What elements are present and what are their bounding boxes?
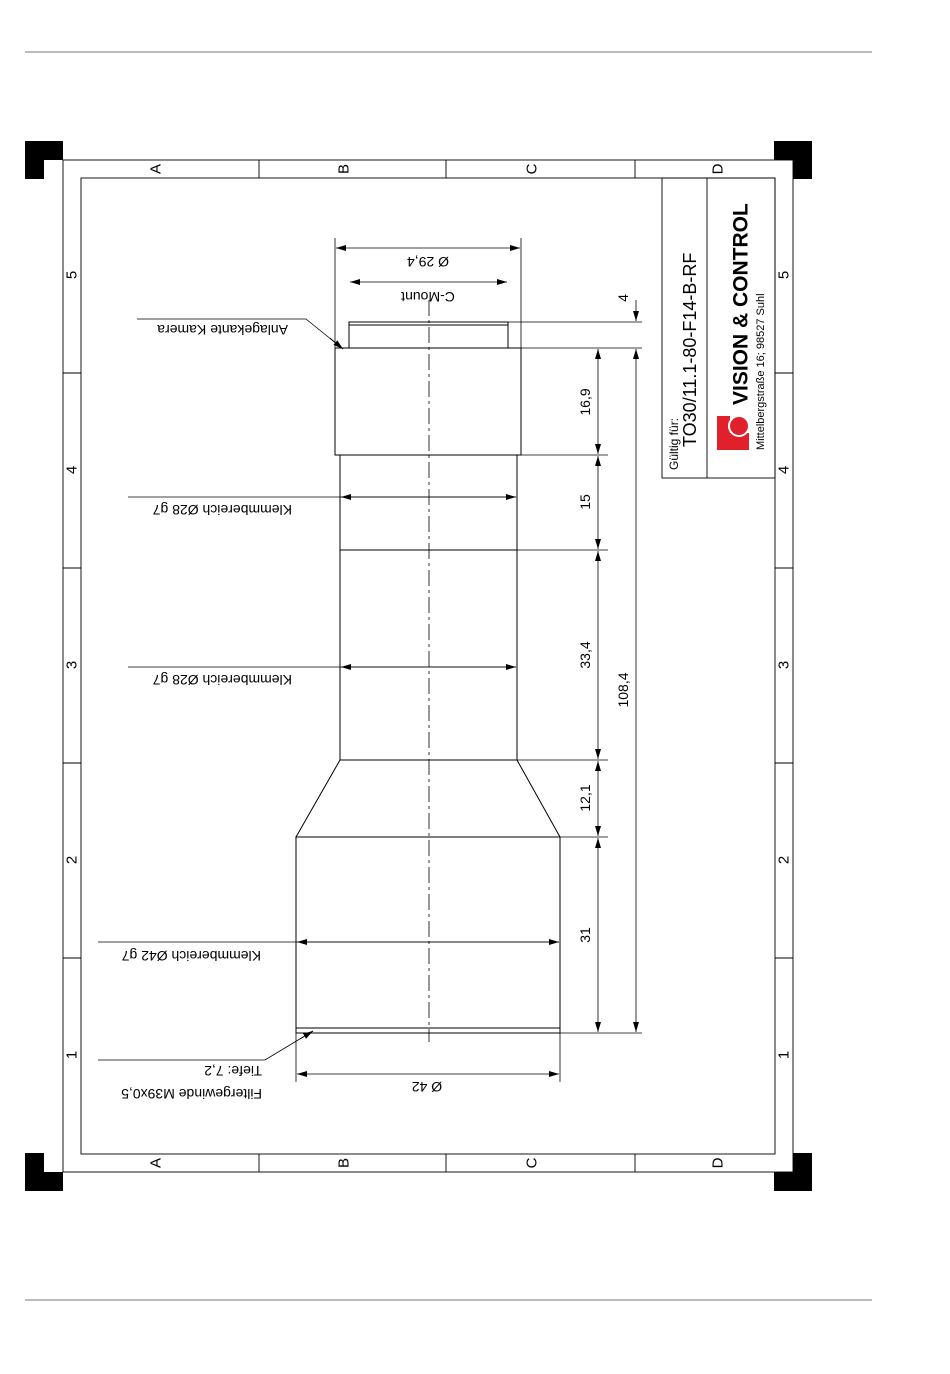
company-name: VISION & CONTROL — [729, 203, 753, 405]
zone-letter-b-bottom: B — [335, 1157, 353, 1169]
zone-letter-d-bottom: D — [709, 1157, 727, 1169]
segment-3-length-label: 33,4 — [577, 641, 593, 669]
zone-number-5-right: 5 — [775, 270, 793, 280]
zone-letter-a-bottom: A — [147, 1157, 165, 1169]
vision-control-logo — [717, 416, 749, 450]
zone-number-3-left: 3 — [63, 660, 81, 670]
camera-face-label: Anlagekante Kamera — [157, 322, 288, 338]
zone-number-1-left: 1 — [63, 1050, 81, 1060]
valid-for-label: Gültig für: — [667, 417, 681, 470]
part-number: TO30/11.1-80-F14-B-RF — [680, 252, 700, 447]
clamp-range-middle-label: Klemmbereich Ø28 g7 — [152, 672, 292, 688]
segment-2-length-label: 15 — [577, 494, 593, 510]
clamp-range-upper-label: Klemmbereich Ø28 g7 — [152, 502, 292, 518]
length-dimensions — [340, 300, 642, 1033]
zone-number-2-left: 2 — [63, 855, 81, 865]
zone-number-1-right: 1 — [775, 1050, 793, 1060]
zone-letter-b-top: B — [335, 163, 353, 175]
thread-depth-label: Tiefe: 7,2 — [204, 1063, 262, 1079]
zone-letter-a-top: A — [147, 163, 165, 175]
zone-number-5-left: 5 — [63, 270, 81, 280]
clamp-range-lower-label: Klemmbereich Ø42 g7 — [121, 948, 261, 964]
filter-thread-label: Filtergewinde M39x0,5 — [121, 1086, 262, 1102]
zone-number-2-right: 2 — [775, 855, 793, 865]
zone-letter-d-top: D — [709, 163, 727, 175]
zone-number-4-right: 4 — [775, 465, 793, 475]
zone-letter-c-top: C — [523, 163, 541, 175]
segment-4-length-label: 12,1 — [577, 784, 593, 812]
mount-length-label: 4 — [615, 294, 631, 302]
company-address: Mittelbergstraße 16; 98527 Suhl — [755, 293, 767, 450]
zone-number-4-left: 4 — [63, 465, 81, 475]
mount-diameter-label: Ø 29,4 — [406, 254, 450, 270]
lens-tube-outline — [296, 322, 560, 1033]
front-diameter-label: Ø 42 — [411, 1079, 443, 1095]
segment-1-length-label: 16,9 — [577, 388, 593, 416]
title-block — [662, 178, 775, 478]
zone-letter-c-bottom: C — [523, 1157, 541, 1169]
segment-5-length-label: 31 — [577, 927, 593, 943]
c-mount-label: C-Mount — [401, 289, 455, 305]
zone-number-3-right: 3 — [775, 660, 793, 670]
total-length-label: 108,4 — [615, 672, 631, 708]
